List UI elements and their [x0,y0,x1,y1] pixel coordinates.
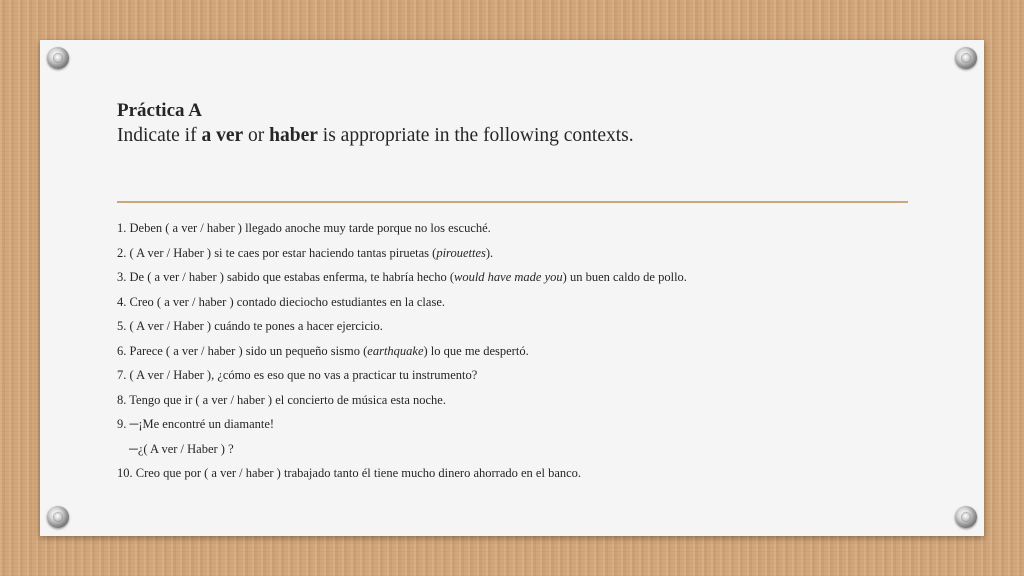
exercise-item-9: 9. ─¡Me encontré un diamante! [117,417,275,431]
exercise-item-1: 1. Deben ( a ver / haber ) llegado anoche muy tarde porque no los escuché. [117,221,491,235]
subtitle-bold-a-ver: a ver [201,125,244,146]
exercise-item-8: 8. Tengo que ir ( a ver / haber ) el concierto de música esta noche. [117,392,446,407]
item-text: ) un buen caldo de pollo. [562,270,687,284]
item-text: ) lo que me despertó. [423,343,529,358]
exercise-item-4: 4. Creo ( a ver / haber ) contado dieciocho estudiantes en la clase. [117,294,445,309]
slide-paper [40,40,984,536]
divider-rule [117,201,908,203]
pushpin-icon [47,47,69,69]
item-text: 3. De ( a ver / haber ) sabido que estabas enferma, te habría hecho ( [117,270,454,284]
exercise-item-5: 5. ( A ver / Haber ) cuándo te pones a hacer ejercicio. [117,319,383,333]
exercise-item-2 [117,245,937,270]
item-text: ─¿( A ver / Haber ) ? [129,441,234,456]
pushpin-icon [955,506,977,528]
subtitle-text: is appropriate in the following contexts. [317,125,634,146]
exercise-list [117,220,937,490]
item-text: 2. ( A ver / Haber ) si te caes por estar haciendo tantas piruetas ( [117,245,437,260]
exercise-item-10: 10. Creo que por ( a ver / haber ) trabajado tanto él tiene mucho dinero ahorrado en el banco. [117,466,582,480]
item-emphasis: pirouettes [436,245,486,260]
exercise-item-7: 7. ( A ver / Haber ), ¿cómo es eso que no vas a practicar tu instrumento? [117,368,478,382]
slide-title: Práctica A [117,100,202,121]
pushpin-icon [47,506,69,528]
subtitle-text: or [243,125,270,146]
subtitle-text: Indicate if [117,125,202,146]
item-emphasis: earthquake [367,343,424,358]
item-text: ). [485,245,494,260]
exercise-item-6 [117,343,937,368]
item-text: 6. Parece ( a ver / haber ) sido un pequeño sismo ( [117,343,368,358]
exercise-item-9-reply [117,441,937,466]
subtitle-bold-haber: haber [269,125,318,146]
slide-subtitle [117,123,634,149]
pushpin-icon [955,47,977,69]
exercise-item-3 [117,269,937,294]
title-block [117,99,634,149]
item-emphasis: would have made you [454,270,563,284]
